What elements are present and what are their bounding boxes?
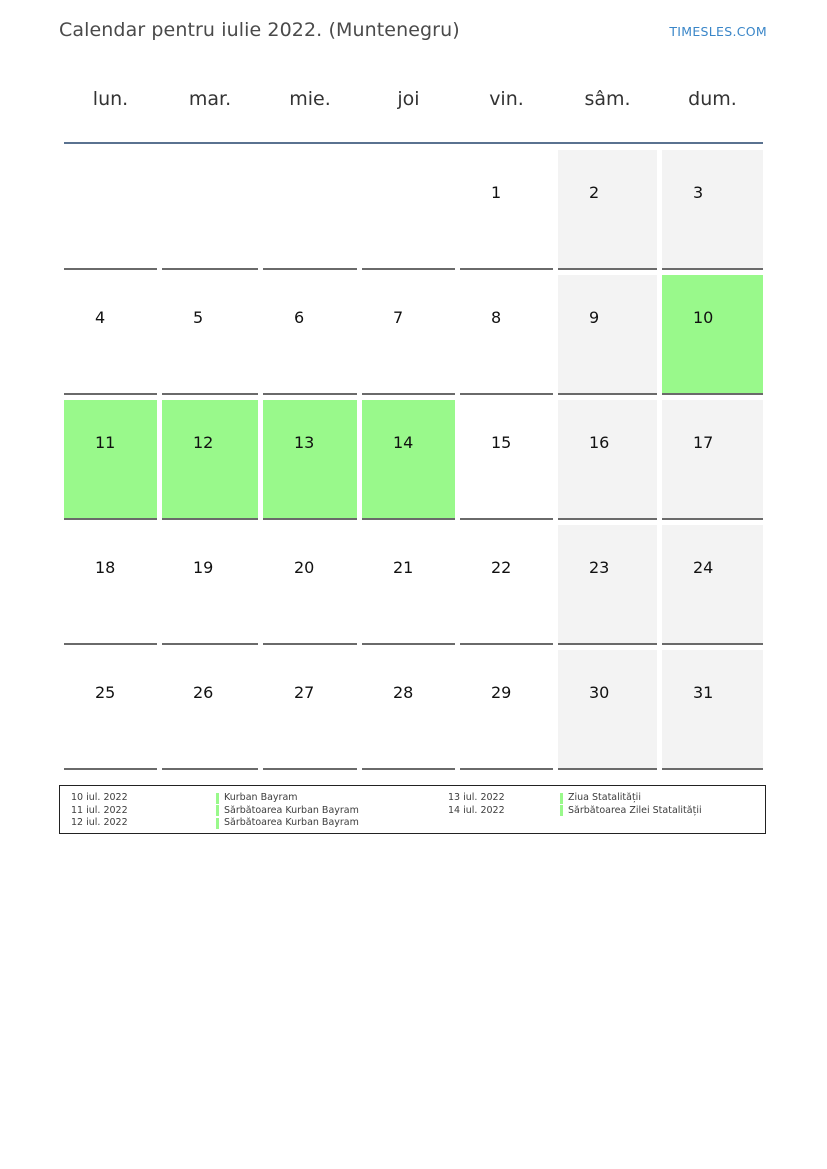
weekday-label: mar. bbox=[188, 88, 232, 110]
day-cell[interactable] bbox=[162, 650, 258, 770]
day-cell-holiday[interactable] bbox=[64, 400, 157, 520]
day-number: 24 bbox=[693, 558, 714, 577]
day-cell[interactable] bbox=[460, 400, 553, 520]
day-cell[interactable] bbox=[558, 525, 657, 645]
day-number: 7 bbox=[393, 308, 404, 327]
day-number: 14 bbox=[393, 433, 414, 452]
day-number: 23 bbox=[589, 558, 610, 577]
day-number: 9 bbox=[589, 308, 600, 327]
day-cell[interactable] bbox=[162, 525, 258, 645]
day-cell[interactable] bbox=[64, 525, 157, 645]
day-cell[interactable] bbox=[558, 650, 657, 770]
weekday-label: vin. bbox=[489, 88, 524, 110]
day-cell[interactable] bbox=[460, 275, 553, 395]
weekday-label: mie. bbox=[289, 88, 331, 110]
day-number: 4 bbox=[95, 308, 106, 327]
weekday-label: lun. bbox=[92, 88, 129, 110]
holiday-color-marker bbox=[560, 793, 563, 804]
holiday-name: Ziua Statalității bbox=[568, 792, 641, 803]
day-number: 25 bbox=[95, 683, 116, 702]
day-number: 27 bbox=[294, 683, 315, 702]
day-number: 17 bbox=[693, 433, 714, 452]
day-cell[interactable] bbox=[662, 525, 763, 645]
day-number: 22 bbox=[491, 558, 512, 577]
day-cell-holiday[interactable] bbox=[362, 400, 455, 520]
holiday-name: Sărbătoarea Kurban Bayram bbox=[224, 817, 359, 828]
day-number: 3 bbox=[693, 183, 704, 202]
day-number: 13 bbox=[294, 433, 315, 452]
day-cell[interactable] bbox=[362, 275, 455, 395]
day-number: 31 bbox=[693, 683, 714, 702]
day-cell[interactable] bbox=[263, 275, 357, 395]
day-number: 8 bbox=[491, 308, 502, 327]
day-cell-empty bbox=[162, 150, 258, 270]
holiday-color-marker bbox=[216, 793, 219, 804]
day-cell-empty bbox=[263, 150, 357, 270]
brand-link[interactable]: TIMESLES.COM bbox=[669, 24, 767, 39]
day-number: 28 bbox=[393, 683, 414, 702]
day-cell-holiday[interactable] bbox=[263, 400, 357, 520]
day-cell-holiday[interactable] bbox=[662, 275, 763, 395]
day-cell[interactable] bbox=[460, 650, 553, 770]
day-cell[interactable] bbox=[460, 525, 553, 645]
day-cell-empty bbox=[64, 150, 157, 270]
day-cell-holiday[interactable] bbox=[162, 400, 258, 520]
weekday-label: sâm. bbox=[584, 88, 631, 110]
day-cell[interactable] bbox=[263, 525, 357, 645]
day-number: 21 bbox=[393, 558, 414, 577]
day-cell[interactable] bbox=[362, 525, 455, 645]
day-cell[interactable] bbox=[558, 275, 657, 395]
day-number: 19 bbox=[193, 558, 214, 577]
day-number: 2 bbox=[589, 183, 600, 202]
day-cell[interactable] bbox=[162, 275, 258, 395]
day-number: 29 bbox=[491, 683, 512, 702]
holiday-color-marker bbox=[560, 805, 563, 816]
day-number: 1 bbox=[491, 183, 502, 202]
holiday-color-marker bbox=[216, 805, 219, 816]
day-number: 26 bbox=[193, 683, 214, 702]
day-cell[interactable] bbox=[662, 650, 763, 770]
day-number: 6 bbox=[294, 308, 305, 327]
holiday-date: 10 iul. 2022 bbox=[71, 792, 128, 803]
holiday-color-marker bbox=[216, 818, 219, 829]
day-number: 18 bbox=[95, 558, 116, 577]
day-cell[interactable] bbox=[662, 150, 763, 270]
holiday-date: 13 iul. 2022 bbox=[448, 792, 505, 803]
holiday-legend bbox=[59, 785, 766, 834]
day-number: 20 bbox=[294, 558, 315, 577]
day-number: 15 bbox=[491, 433, 512, 452]
day-cell[interactable] bbox=[558, 150, 657, 270]
weekday-header bbox=[64, 88, 763, 120]
holiday-date: 11 iul. 2022 bbox=[71, 804, 128, 816]
weekday-label: dum. bbox=[688, 88, 737, 110]
day-cell[interactable] bbox=[558, 400, 657, 520]
page-title: Calendar pentru iulie 2022. (Muntenegru) bbox=[59, 19, 460, 41]
holiday-name: Sărbătoarea Kurban Bayram bbox=[224, 804, 359, 816]
holiday-name: Sărbătoarea Zilei Statalității bbox=[568, 804, 702, 816]
holiday-date: 14 iul. 2022 bbox=[448, 804, 505, 816]
day-cell[interactable] bbox=[460, 150, 553, 270]
holiday-date: 12 iul. 2022 bbox=[71, 817, 128, 828]
day-number: 12 bbox=[193, 433, 214, 452]
day-cell[interactable] bbox=[64, 275, 157, 395]
holiday-name: Kurban Bayram bbox=[224, 792, 298, 803]
day-number: 10 bbox=[693, 308, 714, 327]
day-number: 11 bbox=[95, 433, 116, 452]
day-number: 5 bbox=[193, 308, 204, 327]
day-cell[interactable] bbox=[64, 650, 157, 770]
day-cell[interactable] bbox=[263, 650, 357, 770]
day-number: 30 bbox=[589, 683, 610, 702]
weekday-label: joi bbox=[397, 88, 420, 110]
day-cell[interactable] bbox=[662, 400, 763, 520]
day-number: 16 bbox=[589, 433, 610, 452]
day-cell[interactable] bbox=[362, 650, 455, 770]
day-cell-empty bbox=[362, 150, 455, 270]
header-divider bbox=[64, 142, 763, 144]
